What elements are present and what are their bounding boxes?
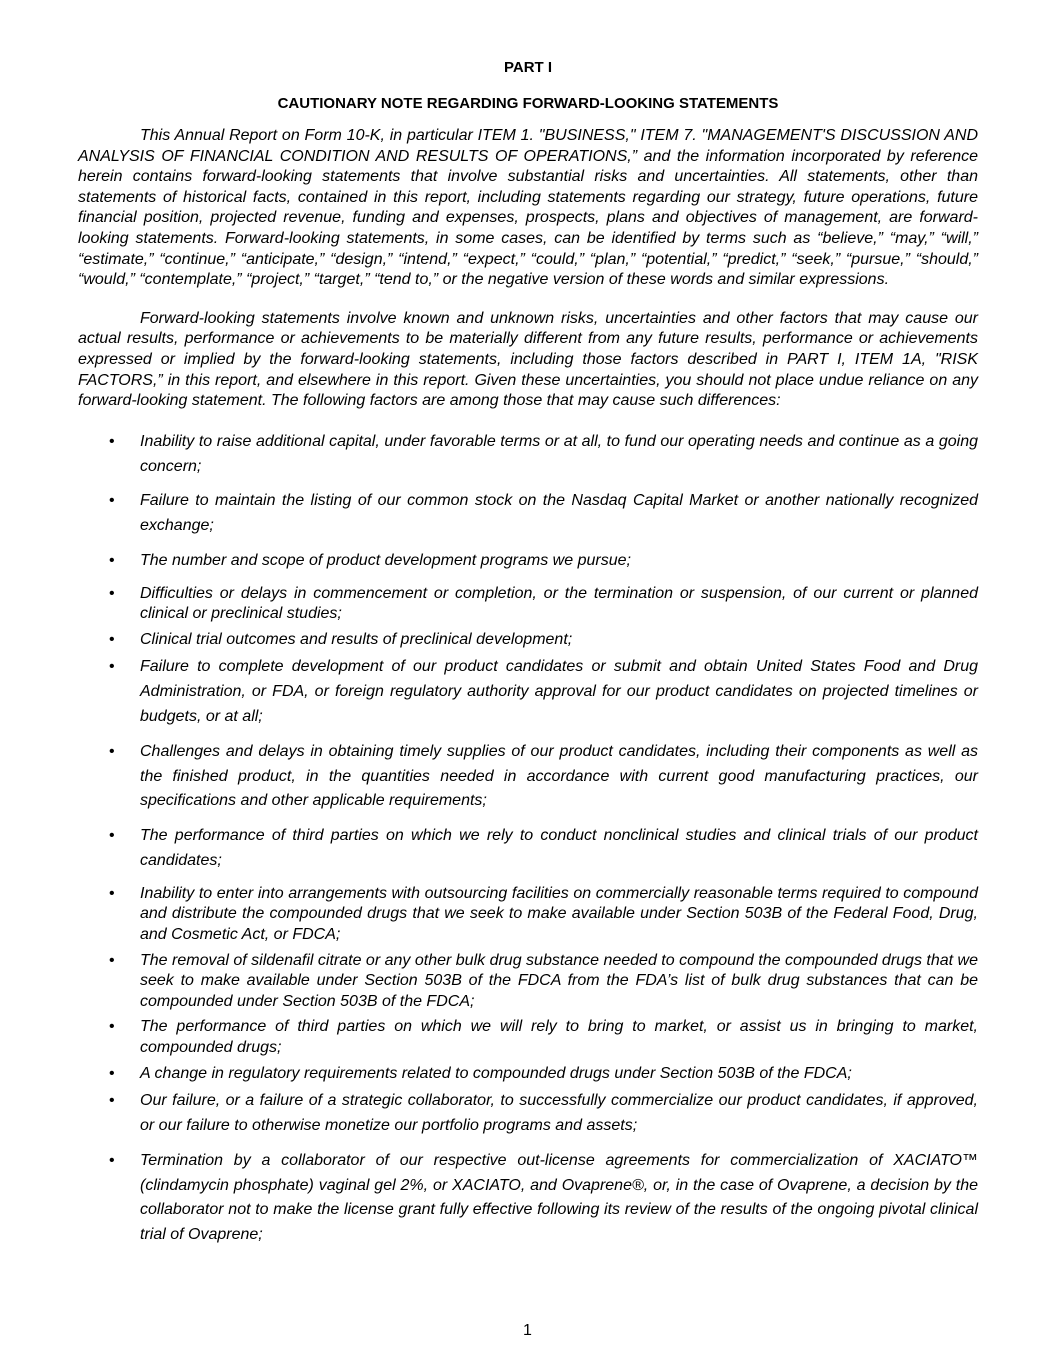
list-item: [78, 584, 978, 625]
list-item: [78, 1089, 978, 1139]
list-item-text: Inability to enter into arrangements with outsourcing facilities on commercially reasonable terms required to compound and distribute the compounded drugs that we seek to make available under Section 503B of the Federal Food, Drug, and Cosmetic Act, or FDCA;: [140, 884, 978, 944]
bullet-icon: •: [109, 1018, 115, 1036]
list-item: [78, 630, 978, 651]
list-item: [78, 1017, 978, 1058]
section-title: CAUTIONARY NOTE REGARDING FORWARD-LOOKING STATEMENTS: [277, 95, 779, 112]
list-item-text: The performance of third parties on which we will rely to bring to market, or assist us in bringing to market, compounded drugs;: [140, 1018, 978, 1057]
bullet-icon: •: [109, 551, 115, 569]
bullet-icon: •: [109, 658, 115, 676]
list-item-text: Challenges and delays in obtaining timely supplies of our product candidates, including their components as well as the finished product, in the quantities needed in accordance with current good manufacturing practices, our specifications and other applicable requirements;: [140, 742, 978, 810]
list-item-text: A change in regulatory requirements related to compounded drugs under Section 503B of the FDCA;: [140, 1064, 852, 1082]
list-item-text: Termination by a collaborator of our respective out-license agreements for commercialization of XACIATO™ (clindamycin phosphate) vaginal gel 2%, or XACIATO, and Ovaprene®, or, in the case of Ovaprene, a decision by the collaborator not to make the license grant fully effective following its review of the results of the ongoing pivotal clinical trial of Ovaprene;: [140, 1151, 978, 1244]
list-item: [78, 1064, 978, 1085]
list-item-text: The removal of sildenafil citrate or any other bulk drug substance needed to compound the compounded drugs that we seek to make available under Section 503B of the FDCA from the FDA’s list of bulk drug substances that can be compounded under Section 503B of the FDCA;: [140, 951, 978, 1010]
bullet-icon: •: [109, 742, 115, 760]
list-item: [78, 489, 978, 539]
bullet-icon: •: [109, 584, 115, 602]
document-page: [78, 58, 978, 1258]
list-item: [78, 884, 978, 946]
bullet-icon: •: [109, 1151, 115, 1169]
list-item: [78, 824, 978, 874]
bullet-icon: •: [109, 827, 115, 845]
list-item: [78, 655, 978, 729]
list-item-text: Our failure, or a failure of a strategic collaborator, to successfully commercialize our product candidates, if approved, or our failure to otherwise monetize our portfolio programs and assets;: [140, 1092, 978, 1134]
bullet-icon: •: [109, 884, 115, 902]
list-item: [78, 549, 978, 574]
list-item-text: The number and scope of product development programs we pursue;: [140, 551, 631, 569]
bullet-icon: •: [109, 432, 115, 450]
bullet-icon: •: [109, 630, 115, 648]
page-number: 1: [523, 1322, 532, 1339]
list-item-text: The performance of third parties on which we rely to conduct nonclinical studies and clinical trials of our product candidates;: [140, 827, 978, 870]
bullet-icon: •: [109, 492, 115, 510]
list-item-text: Inability to raise additional capital, under favorable terms or at all, to fund our operating needs and continue as a going concern;: [140, 432, 978, 475]
list-item: [78, 430, 978, 480]
list-item-text: Difficulties or delays in commencement or completion, or the termination or suspension, of our current or planned clinical or preclinical studies;: [140, 584, 978, 623]
list-item-text: Failure to maintain the listing of our common stock on the Nasdaq Capital Market or another nationally recognized exchange;: [140, 492, 978, 535]
intro-paragraph: This Annual Report on Form 10-K, in particular ITEM 1. "BUSINESS," ITEM 7. "MANAGEMENT'S DISCUSSION AND ANALYSIS OF FINANCIAL CONDITION AND RESULTS OF OPERATIONS,” and the information incorporated by reference herein contains forward-looking statements that involve substantial risks and uncertainties. All statements, other than statements of historical facts, contained in this report, including statements regarding our strategy, future operations, future financial position, projected revenue, funding and expenses, prospects, plans and objectives of management, are forward-looking statements. Forward-looking statements, in some cases, can be identified by terms such as “believe,” “may,” “will,” “estimate,” “continue,” “anticipate,” “design,” “intend,” “expect,” “could,” “plan,” “potential,” “predict,” “seek,” “pursue,” “should,” “would,” “contemplate,” “project,” “target,” “tend to,” or the negative version of these words and similar expressions.: [78, 127, 978, 289]
list-item: [78, 740, 978, 814]
part-title: PART I: [503, 59, 553, 76]
list-item-text: Failure to complete development of our product candidates or submit and obtain United States Food and Drug Administration, or FDA, or foreign regulatory authority approval for our product candidates on projected timelines or budgets, or at all;: [140, 658, 978, 726]
bullet-icon: •: [109, 951, 115, 969]
risk-factor-list: [78, 430, 978, 1248]
bullet-icon: •: [109, 1064, 115, 1082]
list-item: [78, 1149, 978, 1248]
list-item: [78, 951, 978, 1013]
list-item-text: Clinical trial outcomes and results of preclinical development;: [140, 630, 573, 648]
risk-paragraph: Forward-looking statements involve known and unknown risks, uncertainties and other factors that may cause our actual results, performance or achievements to be materially different from any future results, performance or achievements expressed or implied by the forward-looking statements, including those factors described in PART I, ITEM 1A, "RISK FACTORS,” in this report, and elsewhere in this report. Given these uncertainties, you should not place undue reliance on any forward-looking statement. The following factors are among those that may cause such differences:: [78, 309, 978, 410]
bullet-icon: •: [109, 1092, 115, 1110]
